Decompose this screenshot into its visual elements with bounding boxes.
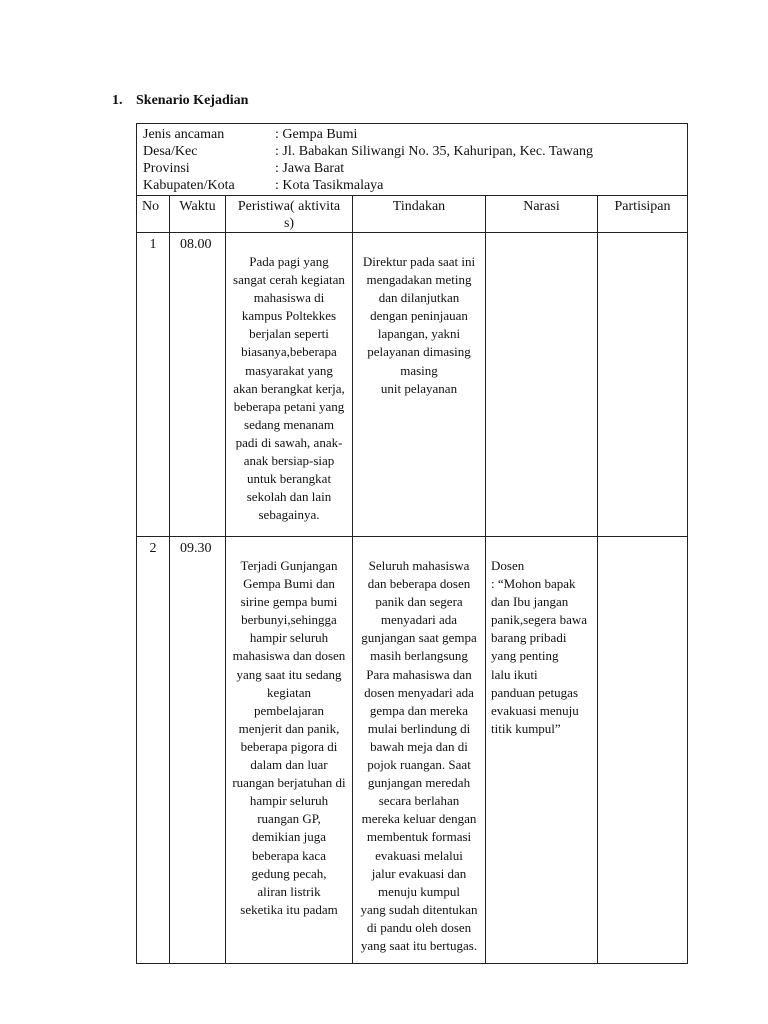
text-line: masyarakat yang: [245, 362, 333, 378]
text-line: pelayanan dimasing: [367, 344, 471, 360]
text-line: untuk berangkat: [246, 471, 332, 487]
text-line: barang pribadi: [491, 630, 567, 646]
section-heading: [112, 93, 248, 109]
info-line-threat: [143, 126, 681, 143]
text-line: masih berlangsung: [370, 648, 468, 664]
text-line: ruangan GP,: [257, 811, 321, 827]
text-line: menuju kumpul: [378, 883, 460, 899]
text-line: berjalan seperti: [249, 326, 329, 342]
text-line: aliran listrik: [257, 883, 321, 899]
text-line: berbunyi,sehingga: [241, 612, 337, 628]
header-narasi: Narasi: [486, 196, 598, 233]
text-line: jalur evakuasi dan: [371, 865, 467, 881]
info-label: Desa/Kec: [143, 144, 198, 159]
text-line: yang saat itu bertugas.: [360, 937, 478, 953]
text-line: yang penting: [491, 648, 559, 664]
row-peristiwa: [226, 537, 353, 964]
header-tindakan: Tindakan: [353, 196, 486, 233]
text-line: beberapa petani yang: [233, 398, 345, 414]
text-line: gunjangan meredah: [367, 775, 471, 791]
text-line: pojok ruangan. Saat: [367, 757, 471, 773]
text-line: padi di sawah, anak-: [235, 434, 343, 450]
info-line-province: [143, 160, 681, 177]
text-line: akan berangkat kerja,: [233, 380, 345, 396]
text-line: unit pelayanan: [380, 380, 458, 396]
row-tindakan: [353, 537, 486, 964]
text-line: membentuk formasi: [366, 829, 472, 845]
row-narasi: [486, 233, 598, 537]
text-line: panik dan segera: [375, 594, 463, 610]
row-partisipan: [598, 233, 688, 537]
info-value: : Jawa Barat: [275, 161, 345, 176]
header-partisipan: Partisipan: [598, 196, 688, 233]
section-number: 1.: [112, 93, 123, 108]
text-line: hampir seluruh: [249, 630, 329, 646]
table-row: [137, 233, 688, 537]
info-label: Provinsi: [143, 161, 190, 176]
header-no: No: [137, 196, 170, 233]
info-block: [137, 124, 688, 196]
text-line: ruangan berjatuhan di: [232, 775, 346, 791]
info-value: : Jl. Babakan Siliwangi No. 35, Kahuripan, Kec. Tawang: [275, 144, 593, 159]
text-line: biasanya,beberapa: [241, 344, 337, 360]
info-row: [137, 124, 688, 196]
text-line: dan dilanjutkan: [378, 290, 460, 306]
table-header-row: [137, 196, 688, 233]
text-line: beberapa kaca: [252, 847, 326, 863]
text-line: gempa dan mereka: [369, 702, 469, 718]
row-partisipan: [598, 537, 688, 964]
text-line: sebagainya.: [258, 507, 320, 523]
row-number: 2: [137, 537, 170, 964]
text-line: mahasiswa di: [253, 290, 325, 306]
info-label: Kabupaten/Kota: [143, 178, 235, 193]
text-line: Pada pagi yang: [249, 254, 329, 269]
text-line: dosen menyadari ada: [364, 684, 474, 700]
text-line: evakuasi melalui: [375, 847, 463, 863]
text-line: demikian juga: [251, 829, 326, 845]
text-line: gedung pecah,: [251, 865, 327, 881]
text-line: sangat cerah kegiatan: [233, 272, 345, 288]
text-line: mengadakan meting: [366, 272, 472, 288]
text-line: panik,segera bawa: [491, 612, 588, 628]
text-line: di pandu oleh dosen: [366, 919, 472, 935]
header-peristiwa: [226, 196, 353, 233]
header-waktu: Waktu: [170, 196, 226, 233]
text-line: hampir seluruh: [249, 793, 329, 809]
text-line: dengan peninjauan: [370, 308, 468, 324]
text-line: Seluruh mahasiswa: [368, 558, 470, 573]
text-line: mahasiswa dan dosen: [232, 648, 346, 664]
text-line: evakuasi menuju: [491, 702, 579, 718]
text-line: seketika itu padam: [240, 901, 338, 917]
text-line: panduan petugas: [491, 684, 579, 700]
text-line: anak bersiap-siap: [243, 453, 335, 469]
text-line: lalu ikuti: [491, 666, 538, 682]
text-line: dan Ibu jangan: [491, 594, 569, 610]
text-line: dan beberapa dosen: [367, 576, 471, 592]
scenario-table: [136, 123, 688, 964]
text-line: gunjangan saat gempa: [361, 630, 477, 646]
text-line: mereka keluar dengan: [361, 811, 477, 827]
text-line: : “Mohon bapak: [491, 576, 576, 592]
row-time: 08.00: [170, 233, 226, 537]
text-line: secara berlahan: [378, 793, 460, 809]
text-line: lapangan, yakni: [377, 326, 461, 342]
row-time: 09.30: [170, 537, 226, 964]
text-line: mulai berlindung di: [367, 720, 471, 736]
info-line-location: [143, 143, 681, 160]
header-peristiwa-line: s): [283, 216, 295, 231]
text-line: sekolah dan lain: [246, 489, 332, 505]
text-line: kampus Poltekkes: [241, 308, 337, 324]
text-line: menyadari ada: [380, 612, 458, 628]
text-line: Dosen: [491, 558, 525, 573]
row-narasi: [486, 537, 598, 964]
text-line: yang sudah ditentukan: [360, 901, 478, 917]
table-row: [137, 537, 688, 964]
text-line: bawah meja dan di: [370, 738, 468, 754]
section-title: Skenario Kejadian: [136, 93, 249, 108]
text-line: Para mahasiswa dan: [366, 666, 472, 682]
text-line: sirine gempa bumi: [240, 594, 338, 610]
text-line: dalam dan luar: [250, 757, 328, 773]
text-line: yang saat itu sedang: [236, 666, 342, 682]
info-value: : Gempa Bumi: [275, 127, 358, 142]
text-line: Terjadi Gunjangan: [240, 558, 338, 573]
row-peristiwa: [226, 233, 353, 537]
row-tindakan: [353, 233, 486, 537]
info-value: : Kota Tasikmalaya: [275, 178, 384, 193]
info-label: Jenis ancaman: [143, 127, 225, 142]
text-line: pembelajaran: [253, 702, 324, 718]
text-line: Direktur pada saat ini: [362, 254, 476, 269]
text-line: sedang menanam: [244, 416, 334, 432]
text-line: beberapa pigora di: [240, 738, 338, 754]
text-line: kegiatan: [266, 684, 312, 700]
row-number: 1: [137, 233, 170, 537]
info-line-city: [143, 177, 681, 194]
text-line: Gempa Bumi dan: [243, 576, 335, 592]
text-line: masing: [400, 362, 438, 378]
text-line: menjerit dan panik,: [238, 720, 340, 736]
header-peristiwa-line: Peristiwa( aktivita: [237, 199, 341, 214]
text-line: titik kumpul”: [491, 720, 561, 736]
